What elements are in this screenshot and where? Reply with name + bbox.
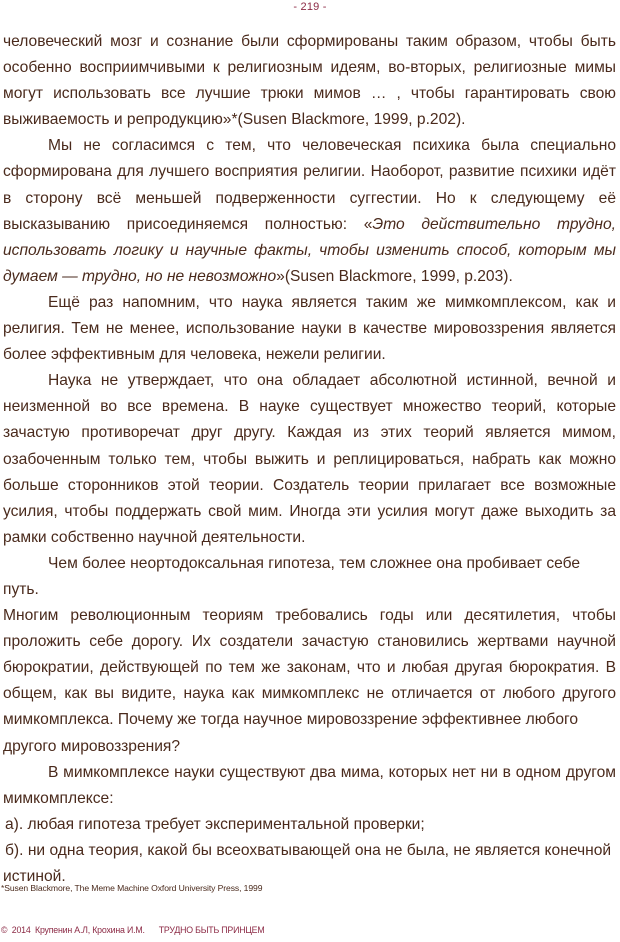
- page-footer: [1, 925, 264, 935]
- paragraph-science-truth: Наука не утверждает, что она обладает абсолютной истинной, вечной и неизменной во все времена. В науке существует множество теорий, которые зачастую противоречат друг другу. Каждая из этих теорий является мимом, озабоченным только тем, чтобы выжить и реплицироваться, набрать как можно больше сторонников этой теории. Создатель теории прилагает все возможные усилия, чтобы поддержать свой мим. Иногда эти усилия могут даже выходить за рамки собственно научной деятельности.: [3, 372, 616, 546]
- paragraph-continuation: человеческий мозг и сознание были сформированы таким образом, чтобы быть особенно восприимчивыми к религиозным идеям, во-вторых, религиозные мимы могут использовать все лучшие трюки мимов … , чтобы гарантировать свою выживаемость и репродукцию»*(Susen Blackmore, 1999, p.202).: [3, 33, 616, 129]
- paragraph-blackmore-quote: [3, 133, 616, 290]
- page-body: [3, 29, 616, 890]
- citation: »(Susen Blackmore, 1999, p.203).: [276, 267, 513, 285]
- list-item-b: [3, 838, 616, 864]
- list-marker: б).: [5, 841, 24, 859]
- paragraph-two-memes: В мимкомплексе науки существуют два мима, которых нет ни в одном другом мимкомплексе:: [3, 763, 616, 807]
- page-number: - 219 -: [293, 1, 327, 13]
- list-marker: а).: [5, 815, 24, 833]
- list-item-a: [3, 812, 616, 838]
- list-text: ни одна теория, какой бы всеохватывающей она не была, не является конечной: [27, 841, 612, 859]
- book-title: ТРУДНО БЫТЬ ПРИНЦЕМ: [158, 925, 265, 935]
- paragraph-unorthodox-line7: другого мировоззрения?: [3, 737, 181, 755]
- paragraph-unorthodox-line6: мимкомплекса. Почему же тогда научное мировоззрение эффективнее любого: [3, 711, 579, 729]
- copyright: © 2014 Крупенин А.Л, Крохина И.М.: [1, 925, 145, 935]
- italic-quote: Это действительно трудно, использовать логику и научные факты, чтобы изменить способ, которым мы думаем — трудно, но не невозможно: [3, 215, 616, 285]
- paragraph-text: Мы не согласимся с тем, что человеческая психика была специально сформирована для лучшего восприятия религии. Наоборот, развитие психики идёт в сторону всё меньшей подверженности суггестии. Но к следующему её высказыванию присоединяемся полностью: «: [3, 137, 616, 233]
- paragraph-unorthodox-body: Многим революционным теориям требовались годы или десятилетия, чтобы проложить себе дорогу. Их создатели зачастую становились жертвами научной бюрократии, действующей по тем же законам, что и любая другая бюрократия. В общем, как вы видите, наука как мимкомплекс не отличается от любого другого: [3, 607, 616, 703]
- footnote: *Susen Blackmore, The Meme Machine Oxford University Press, 1999: [1, 883, 263, 893]
- paragraph-unorthodox-line1: Чем более неортодоксальная гипотеза, тем сложнее она пробивает себе путь.: [3, 554, 581, 598]
- paragraph-science-memecomplex: Ещё раз напомним, что наука является таким же мимкомплексом, как и религия. Тем не менее, использование науки в качестве мировоззрения является более эффективным для человека, нежели религии.: [3, 293, 616, 364]
- list-text: любая гипотеза требует экспериментальной проверки;: [27, 815, 425, 833]
- list-item-b-continuation: истиной.: [3, 868, 66, 885]
